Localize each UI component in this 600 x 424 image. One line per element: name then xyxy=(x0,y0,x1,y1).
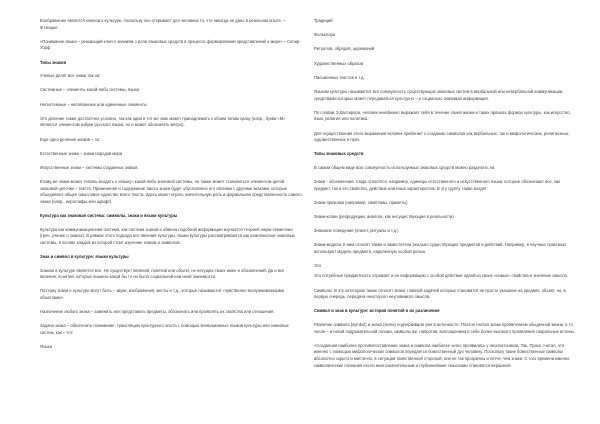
paragraph: Знаки-модели. К ним относят также и заместители реально существующих предметов и действий. Например, в научных практиках используют модель предмета, наделенную особой ролью. xyxy=(314,242,567,254)
paragraph: Это xyxy=(314,263,322,269)
section-heading: Знак и символ в культуре: языки культуры xyxy=(40,254,129,259)
list-item: Письменных текстов и т.д. xyxy=(314,74,365,80)
paragraph: Естественные знаки – знаки народов мира xyxy=(40,150,123,156)
paragraph: Знаки - обозначения. Сюда относятся, например, единицы естественного и искусственного языка, которые обозначают все, как предмет, так и его свойство, действие или иных характеристик. В эту группу также входят: xyxy=(314,179,560,191)
paragraph: Языка xyxy=(40,344,53,350)
list-item: Традиций xyxy=(314,18,333,23)
list-item: Художественных образов xyxy=(314,60,364,66)
paragraph: Поэтому знаки и культуре могут быть – звуки, изображения, жесты и т.д., которые называются «чувственно воспринимаемыми объектами». xyxy=(40,288,284,300)
paragraph: Различие символа (symbol) и знака (sema) подчеркивали уже в античности. Платон считал знаки проявлением обыденной жизни, в то числе – и некой подражательной поэзии, символы же, напротив, воплощением в себе более высокого проявления сакральные истины. xyxy=(314,321,576,334)
paragraph: В самом общем виде всю совокупность используемых знаковых средств можно разделить на xyxy=(314,164,495,170)
paragraph: Назначение любого знака – заменить или представить предметы, обозначать или проявлять их свойства или отношения. xyxy=(40,309,275,315)
paragraph: «Понимание языка – решающий ключ к знаниям о роли языковых средств в процессе формирования представлений о мире» – Сепир-Уорф xyxy=(40,38,301,51)
paragraph: Несистемные – несвязанные или единичные элементы xyxy=(40,101,147,107)
paragraph: Ктому же знаки может теповы входить к «языку» какой-либо знаковой системы, он также может становиться элементом целой знаковой цепочки – текста. Применение и содержание такого знака будет обусловлено его связями с другими знаками, которые объединяют общее смысловое единство всего текста. Здесь может играть значительную роль и формальная представленность самого знака (напр., иероглифы или шрифт). xyxy=(40,179,302,204)
paragraph: Ученые делят все знаки так на: xyxy=(40,73,101,79)
paragraph: Знаковое поведение (этикет, ритуалы и т.д.) xyxy=(314,228,399,234)
paragraph: Искусственные знаки – системы созданных знаков xyxy=(40,164,138,170)
paragraph: Языком культуры называются вся совокупность существующих знаковых систем в вербальной или невербальной коммуникации, средствами которых может передаваться культурно – и социально значимая информация. xyxy=(314,88,564,101)
paragraph: По словам Э.Кассирера, человек неизбежно выражает себя в течение своей жизни и таких ярлыках формах культуры, как искусство, язык, религия или политика. xyxy=(314,109,571,122)
paragraph: Культура как коммуникационная система, как система знаков и обмена подобной информации изучается теорией науки семиотики (греч. учение о знаках). В рамках этого подхода все явления культуры, языки культуры рассматриваются как комплексные знаковые системы, в основе каждой из которой стоит изучение знаков и символов. xyxy=(40,226,295,245)
paragraph: Еще одно деление знаков – по: xyxy=(40,136,101,142)
paragraph: Для осуществления этого выражения человек прибегает к созданию символов как вербальных, так и мифологических, религиозных, художественных и проч. xyxy=(314,130,570,143)
paragraph: Знаки-копии (репродукции, аналоги, как несуществующие в реальности) xyxy=(314,214,454,220)
section-heading: Типы знаковых средств xyxy=(314,151,364,157)
list-item: Ритуалов, обрядов, церемоний xyxy=(314,46,375,52)
paragraph: Символы. В эту категорию также относят знаки, главной задачей которых становится не просто указание на предмет, объект, но, в первую очередь, передача некоторого неуловимого смысла. xyxy=(314,287,566,300)
paragraph: Это деление также достаточно условно, так как один и тот же знак может принадлежать к обоим типам сразу (напр., буква «М» является элементом азбуки русского языка, но и может обозначать метро). xyxy=(40,115,286,128)
section-heading: Типы знаков xyxy=(40,59,66,65)
right-column xyxy=(314,18,576,377)
paragraph: Воображение является ключом к культуре, поскольку оно открывает для человека то, что никогда не дано в реальном опыте. – Ф.Ницше xyxy=(40,18,286,30)
paragraph: Это потребные предметность отражает и ее информацию с особой действие одной из своих «новых» свойства и значение смысла. xyxy=(314,273,569,279)
section-heading: Культура как знаковая система: символы, знаки и языки культуры xyxy=(40,213,178,219)
left-column xyxy=(40,18,302,358)
paragraph: «Созданная наиболее противопоставление знака и символа наиболее четко проявились у неоплатоников. Так, Прокл считал, что именно с помощью мифологических символов передается божественный дух человеку. Поскольку такие божественные символы абсолютно скрыто и мистично, в ситуации таинственной стороной, они не так прозрачны и легче, чем знаки. С того времени именно символические познания несли многозначительным и глубиннейшие смыслами становятся вершиной xyxy=(314,342,570,368)
paragraph: Задача знака – обеспечить понимание, трансляцию культурного опыта с помощью всевозможных языков культуры или знаковых систем, как – тот: xyxy=(40,323,289,335)
list-item: Фольклора xyxy=(314,32,336,38)
paragraph: Системные – элементы какой-либо системы, языка xyxy=(40,87,140,93)
paragraph: Знаки-признаки (например, симптомы, приметы) xyxy=(314,199,408,205)
section-heading: Символ и знак в культуре: история понятий и их различения xyxy=(314,308,440,314)
paragraph: Знаком в культуре является все. Не существует явлений, понятий или объект, не несущих своих имен и обозначений. Да и все явления, понятия, которые лишены какой бы то ни было социальной или иной значимости. xyxy=(40,267,285,280)
